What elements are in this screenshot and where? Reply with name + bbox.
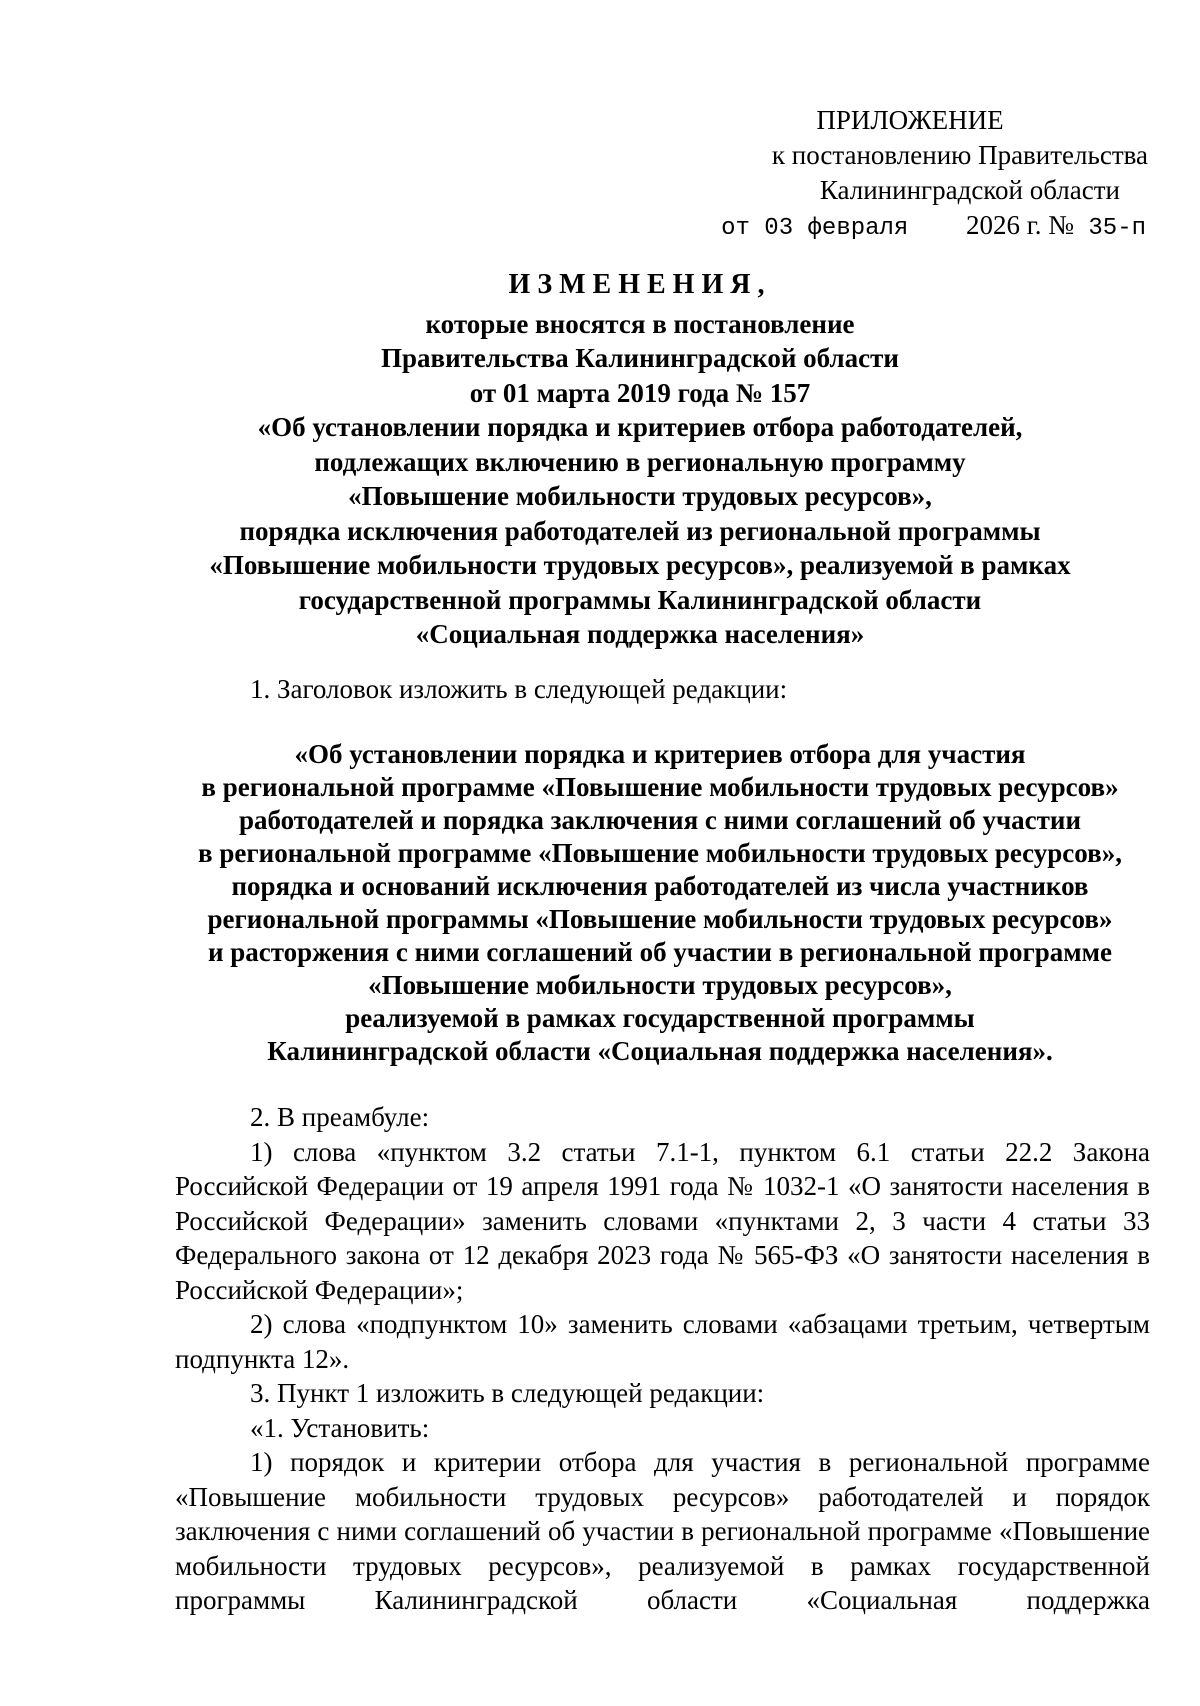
appendix-title: ПРИЛОЖЕНИЕ <box>816 105 1004 135</box>
new-title-block <box>160 738 1160 1068</box>
appendix-line-2: Калининградской области <box>819 175 1120 205</box>
new-title-line: реализуемой в рамках государственной программы <box>345 1003 975 1033</box>
new-title-line: «Об установлении порядка и критериев отбора для участия <box>294 739 1026 769</box>
heading-line: государственной программы Калининградской области <box>298 584 982 615</box>
item-2-block <box>175 1100 1150 1618</box>
heading-line: «Повышение мобильности трудовых ресурсов», реализуемой в рамках <box>209 550 1071 580</box>
item-3-intro: «1. Установить: <box>250 1412 430 1443</box>
item-3-sub-1: 1) порядок и критерии отбора для участия в региональной программе «Повышение мобильности трудовых ресурсов» работодателей и порядок заключения с ними соглашений об участии в региональной программе «Повышение мобильности трудовых ресурсов», реализуемой в рамках государственной программы Калининградской области «Социальная поддержка <box>175 1447 1150 1615</box>
item-2-sub-1: 1) слова «пунктом 3.2 статьи 7.1-1, пунктом 6.1 статьи 22.2 Закона Российской Федерации от 19 апреля 1991 года № 1032-1 «О занятости населения в Российской Федерации» заменить словами «пунктами 2, 3 части 4 статьи 33 Федерального закона от 12 декабря 2023 года № 565-ФЗ «О занятости населения в Российской Федерации»; <box>175 1136 1150 1305</box>
item-2-text: 2. В преамбуле: <box>250 1102 430 1132</box>
heading-line: от 01 марта 2019 года № 157 <box>469 377 811 408</box>
appendix-line-1: к постановлению Правительства <box>771 140 1148 170</box>
heading-line: «Социальная поддержка населения» <box>415 619 865 649</box>
heading-line: которые вносятся в постановление <box>425 308 855 339</box>
heading-line: подлежащих включению в региональную программу <box>314 446 966 477</box>
new-title-line: и расторжения с ними соглашений об участии в региональной программе <box>207 937 1113 967</box>
new-title-line: Калининградской области «Социальная поддержка населения». <box>267 1036 1053 1066</box>
appendix-block <box>660 103 1160 246</box>
heading-line: «Повышение мобильности трудовых ресурсов», <box>348 481 932 511</box>
date-year: 2026 г. № <box>965 210 1074 240</box>
new-title-line: порядка и оснований исключения работодателей из числа участников <box>231 871 1089 901</box>
new-title-line: в региональной программе «Повышение мобильности трудовых ресурсов» <box>201 772 1119 802</box>
heading-line: «Об установлении порядка и критериев отбора работодателей, <box>257 412 1023 442</box>
heading-title: ИЗМЕНЕНИЯ, <box>508 269 772 300</box>
new-title-line: в региональной программе «Повышение мобильности трудовых ресурсов», <box>198 838 1122 868</box>
date-number: 35-п <box>1088 215 1146 242</box>
item-2-sub-2: 2) слова «подпунктом 10» заменить словами «абзацами третьим, четвертым подпункта 12». <box>175 1309 1150 1374</box>
heading-line: Правительства Калининградской области <box>381 343 899 373</box>
new-title-line: работодателей и порядка заключения с ними соглашений об участии <box>238 805 1082 835</box>
new-title-line: региональной программы «Повышение мобильности трудовых ресурсов» <box>207 904 1113 934</box>
item-3-text: 3. Пункт 1 изложить в следующей редакции: <box>250 1378 765 1408</box>
appendix-date <box>660 208 1160 246</box>
heading-line: порядка исключения работодателей из региональной программы <box>239 515 1041 546</box>
new-title-line: «Повышение мобильности трудовых ресурсов», <box>368 970 952 1000</box>
item-1-text: 1. Заголовок изложить в следующей редакции: <box>250 674 788 704</box>
date-prefix: от 03 февраля <box>721 215 909 242</box>
document-heading <box>160 268 1120 652</box>
item-1-paragraph <box>175 672 1150 707</box>
